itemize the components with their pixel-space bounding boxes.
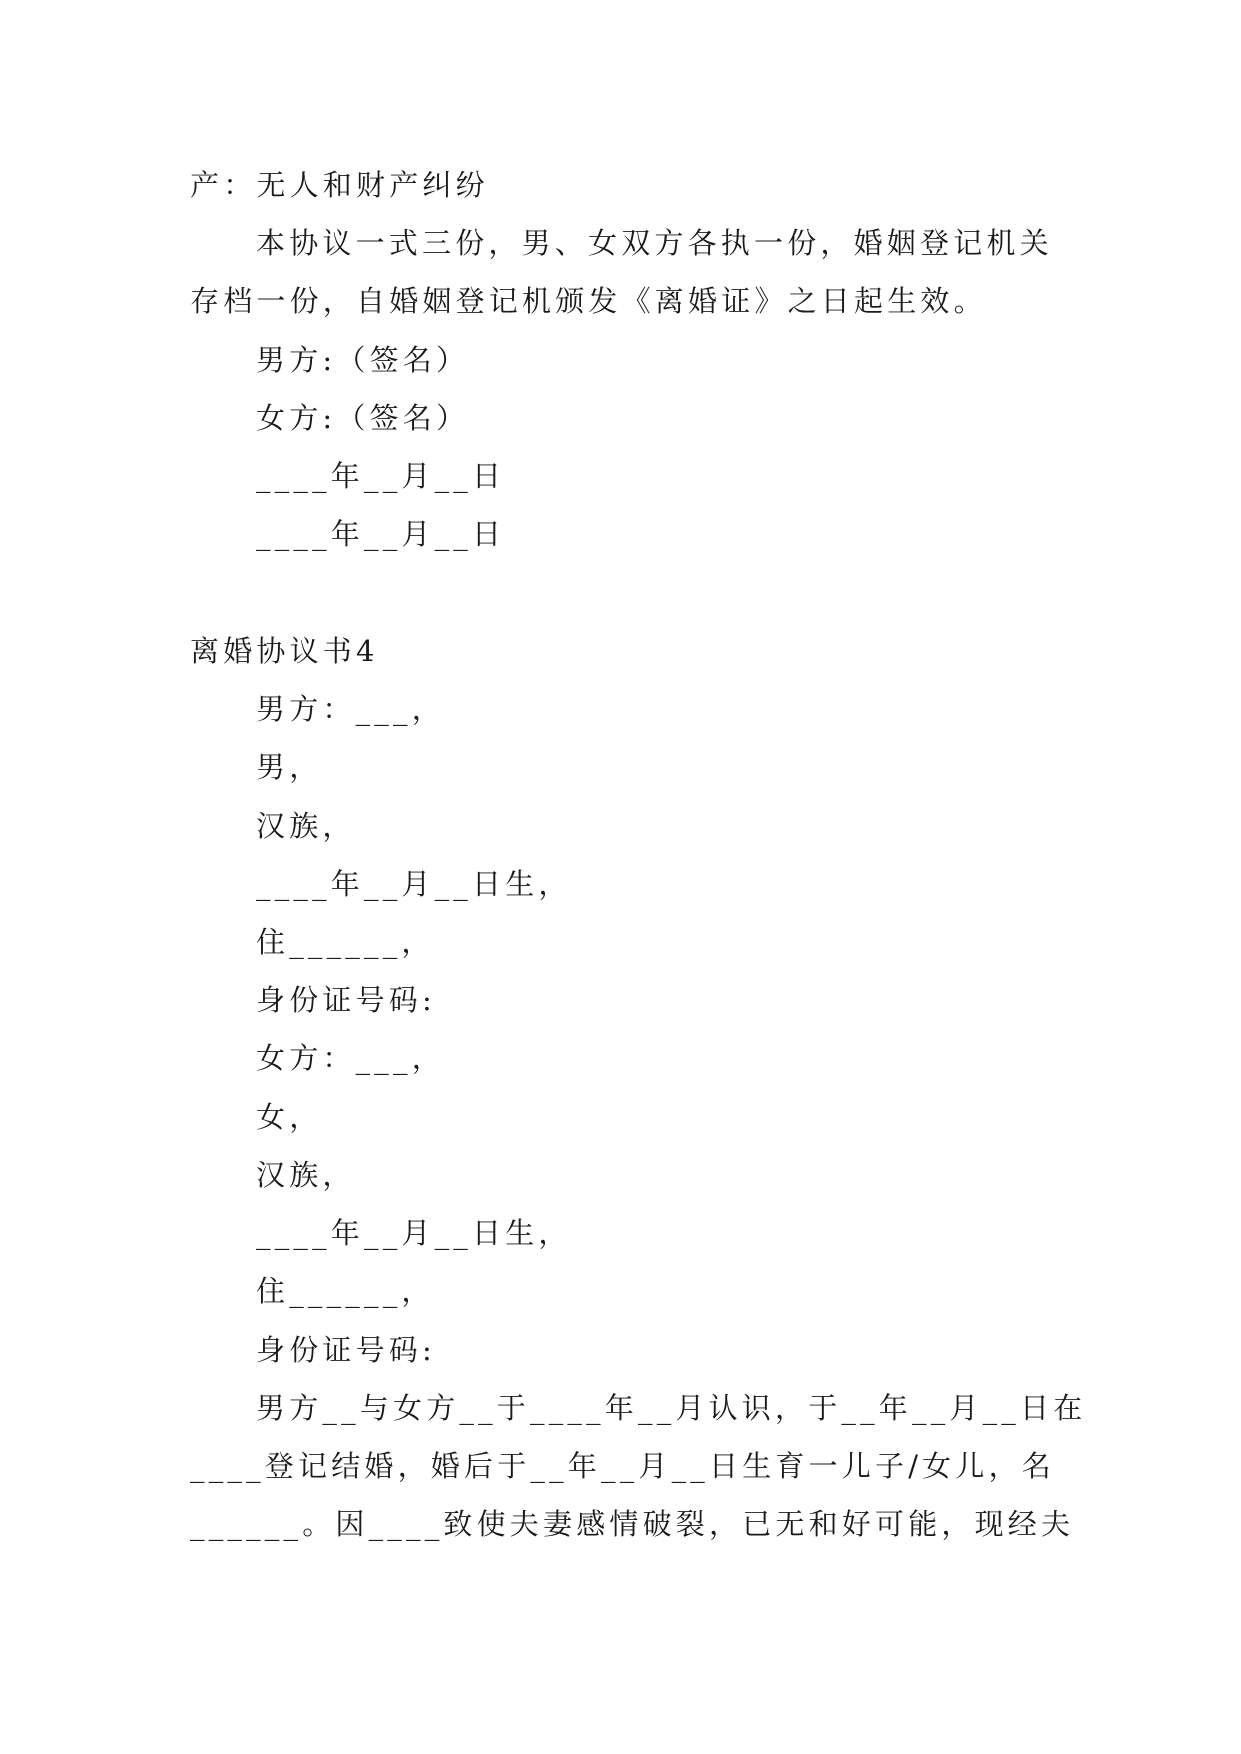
paragraph-line: ____登记结婚，婚后于__年__月__日生育一儿子/女儿，名	[190, 1449, 1055, 1483]
paragraph-line: 男方__与女方__于____年__月认识，于__年__月__日在	[256, 1391, 1087, 1425]
id-number-line: 身份证号码:	[256, 1333, 436, 1367]
gender-line: 女，	[256, 1100, 323, 1134]
text-line: 产：无人和财产纠纷	[190, 168, 489, 202]
gender-line: 男，	[256, 750, 323, 784]
paragraph-line: 本协议一式三份，男、女双方各执一份，婚姻登记机关	[256, 226, 1053, 260]
birthdate-line: ____年__月__日生，	[256, 867, 572, 901]
ethnicity-line: 汉族，	[256, 809, 356, 843]
date-line: ____年__月__日	[256, 459, 506, 493]
paragraph-line: 存档一份，自婚姻登记机颁发《离婚证》之日起生效。	[190, 284, 987, 318]
female-party-line: 女方：___，	[256, 1041, 445, 1075]
male-signature-line: 男方:（签名）	[256, 343, 470, 377]
ethnicity-line: 汉族，	[256, 1158, 356, 1192]
date-line: ____年__月__日	[256, 517, 506, 551]
id-number-line: 身份证号码:	[256, 983, 436, 1017]
paragraph-line: ______。因____致使夫妻感情破裂，已无和好可能，现经夫	[190, 1507, 1075, 1541]
birthdate-line: ____年__月__日生，	[256, 1216, 572, 1250]
address-line: 住______，	[256, 1274, 435, 1308]
address-line: 住______，	[256, 925, 435, 959]
male-party-line: 男方：___，	[256, 692, 445, 726]
female-signature-line: 女方:（签名）	[256, 401, 470, 435]
section-title: 离婚协议书4	[190, 634, 379, 668]
